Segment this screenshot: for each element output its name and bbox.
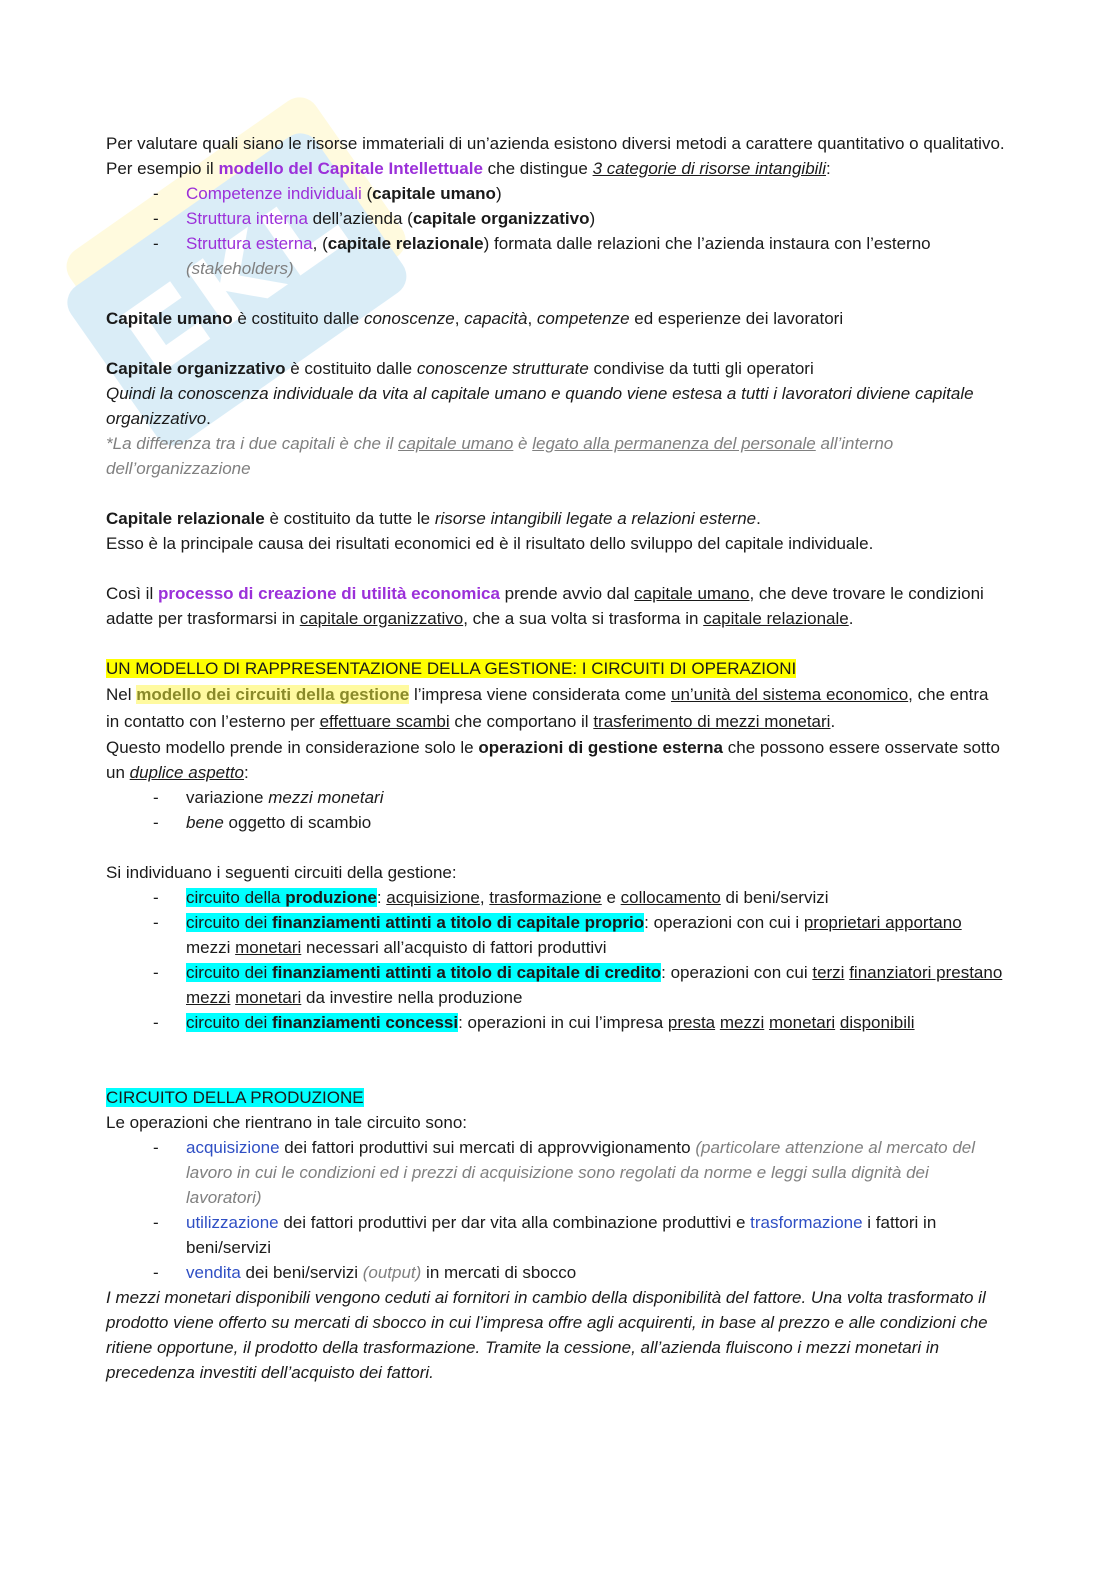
list-item	[106, 785, 1006, 810]
text: è costituito da tutte le	[264, 509, 435, 528]
text: e	[601, 888, 621, 907]
text: circuito dei	[186, 913, 272, 932]
text: circuito dei	[186, 963, 272, 982]
text: )	[495, 184, 502, 203]
text: )	[589, 209, 596, 228]
text: :	[825, 159, 831, 178]
circuiti-paragraph	[106, 681, 1006, 735]
text: ) formata dalle relazioni che l’azienda instaura con l’esterno	[483, 234, 931, 253]
text: circuito della	[186, 888, 286, 907]
text: vendita	[186, 1263, 241, 1282]
text: da investire nella produzione	[301, 988, 523, 1007]
text: trasformazione	[489, 888, 602, 907]
text: che possono essere osservate sotto un	[106, 738, 1000, 782]
text: capitale umano	[372, 184, 496, 203]
text: (particolare attenzione al mercato del lavoro in cui le condizioni ed i prezzi di acquisizione sono regolati da norme e leggi sulla dignità dei lavoratori)	[186, 1138, 976, 1207]
processo-paragraph	[106, 581, 1006, 631]
produzione-heading	[106, 1085, 1006, 1110]
text: , che a sua volta si trasforma in	[463, 609, 704, 628]
text: :	[244, 763, 249, 782]
list-item	[106, 1210, 1006, 1260]
text: :	[376, 888, 387, 907]
text: bene	[186, 813, 224, 832]
text: ,	[454, 309, 465, 328]
text: Struttura esterna	[186, 234, 313, 253]
circuiti-heading	[106, 656, 1006, 681]
text: , (	[312, 234, 328, 253]
text: capitale umano	[634, 584, 750, 603]
text: , che deve trovare le condizioni adatte per trasformarsi in	[106, 584, 984, 628]
text: proprietari apportano	[803, 913, 962, 932]
text: collocamento	[620, 888, 721, 907]
text: dei beni/servizi	[240, 1263, 363, 1282]
text: capitale organizzativo	[299, 609, 464, 628]
organizzativo-note	[106, 431, 1006, 481]
text: mezzi monetari	[268, 788, 384, 807]
text: è costituito dalle	[232, 309, 364, 328]
text: conoscenze strutturate	[416, 359, 589, 378]
text: i fattori in beni/servizi	[186, 1213, 937, 1257]
text: processo di creazione di utilità economica	[157, 584, 500, 603]
text: dei fattori produttivi sui mercati di approvvigionamento	[279, 1138, 696, 1157]
text: capitale organizzativo	[412, 209, 590, 228]
text: mezzi	[719, 1013, 765, 1032]
text: prende avvio dal	[499, 584, 635, 603]
capitale-umano-paragraph	[106, 306, 1006, 331]
list-item	[106, 910, 1006, 960]
list-item	[106, 1260, 1006, 1285]
text: mezzi	[186, 938, 236, 957]
text: Così il	[106, 584, 158, 603]
text: che comportano il	[449, 712, 594, 731]
text: acquisizione	[386, 888, 480, 907]
text: dell’azienda (	[307, 209, 413, 228]
text: un’unità del sistema economico	[670, 685, 909, 704]
text: di beni/servizi	[720, 888, 829, 907]
list-item	[106, 885, 1006, 910]
text: capitale relazionale	[327, 234, 484, 253]
text: : operazioni con cui i	[644, 913, 804, 932]
text: modello dei circuiti della gestione	[136, 685, 410, 704]
text: circuito dei	[186, 1013, 272, 1032]
list-item	[106, 231, 1006, 281]
text: finanziamenti attinti a titolo di capitale proprio	[271, 913, 645, 932]
organizzativo-explanation	[106, 381, 1006, 431]
text: Quindi la conoscenza individuale da vita al capitale umano e quando viene estesa a tutti i lavoratori diviene capitale organizzativo	[106, 384, 974, 428]
intro-paragraph	[106, 131, 1006, 181]
text: acquisizione	[186, 1138, 280, 1157]
text: capacità	[464, 309, 528, 328]
text: trasferimento di mezzi monetari	[593, 712, 831, 731]
text: oggetto di scambio	[223, 813, 372, 832]
document-body	[106, 131, 1006, 1385]
categories-term: 3 categorie di risorse intangibili	[592, 159, 826, 178]
text: ed esperienze dei lavoratori	[629, 309, 844, 328]
circuiti-paragraph-2	[106, 735, 1006, 785]
text: Capitale relazionale	[106, 509, 265, 528]
relazionale-explanation: Esso è la principale causa dei risultati economici ed è il risultato dello sviluppo del capitale individuale.	[106, 534, 874, 553]
text: monetari	[235, 938, 302, 957]
text: finanziamenti concessi	[271, 1013, 459, 1032]
text: dei fattori produttivi per dar vita alla combinazione produttivi e	[278, 1213, 751, 1232]
text: legato alla permanenza del personale	[532, 434, 816, 453]
text: Competenze individuali	[186, 184, 362, 203]
text: capitale umano	[398, 434, 514, 453]
capitale-relazionale-paragraph	[106, 506, 1006, 531]
text: che distingue	[482, 159, 593, 178]
produzione-intro: Le operazioni che rientrano in tale circuito sono:	[106, 1113, 467, 1132]
text: finanziatori prestano	[849, 963, 1003, 982]
text: condivise da tutti gli operatori	[588, 359, 814, 378]
text: Nel	[106, 685, 137, 704]
text: (output)	[362, 1263, 422, 1282]
text: in mercati di sbocco	[421, 1263, 577, 1282]
circuiti-list	[106, 885, 1006, 1035]
text: necessari all’acquisto di fattori produttivi	[301, 938, 607, 957]
text: mezzi	[186, 988, 231, 1007]
text: UN MODELLO DI RAPPRESENTAZIONE DELLA GESTIONE: I CIRCUITI DI OPERAZIONI	[106, 659, 797, 678]
text: è	[513, 434, 533, 453]
text: (stakeholders)	[186, 259, 294, 278]
list-item	[106, 1135, 1006, 1210]
text: competenze	[536, 309, 630, 328]
text: ,	[479, 888, 490, 907]
text: : operazioni in cui l’impresa	[458, 1013, 668, 1032]
text: monetari	[769, 1013, 836, 1032]
text: Questo modello prende in considerazione solo le	[106, 738, 479, 757]
model-term: modello del Capitale Intellettuale	[218, 159, 483, 178]
produzione-closing: I mezzi monetari disponibili vengono ceduti ai fornitori in cambio della disponibilità del fattore. Una volta trasformato il prodotto viene offerto su mercati di sbocco in cui l’impresa offre agli acquirenti, in base al prezzo e alle condizioni che ritiene opportune, il prodotto della trasformazione. Tramite la cessione, all’azienda fluiscono i mezzi monetari in precedenza investiti dell’acquisto dei fattori.	[106, 1288, 988, 1382]
text: capitale relazionale	[703, 609, 849, 628]
text: duplice aspetto	[129, 763, 245, 782]
text: Per valutare quali siano le risorse immateriali di un’azienda esistono diversi metodi a carattere quantitativo o qualitativo. Per esempio il	[106, 134, 1005, 178]
text: è costituito dalle	[285, 359, 417, 378]
text: effettuare scambi	[319, 712, 450, 731]
text: all’interno dell’organizzazione	[106, 434, 894, 478]
list-item	[106, 960, 1006, 1010]
text: trasformazione	[750, 1213, 863, 1232]
text: ,	[527, 309, 537, 328]
text: finanziamenti attinti a titolo di capitale di credito	[271, 963, 662, 982]
text: conoscenze	[363, 309, 455, 328]
list-item	[106, 1010, 1006, 1035]
text: monetari	[235, 988, 302, 1007]
list-item	[106, 181, 1006, 206]
list-item	[106, 206, 1006, 231]
produzione-list	[106, 1135, 1006, 1285]
text: terzi	[812, 963, 845, 982]
text: utilizzazione	[186, 1213, 279, 1232]
text: , che entra in contatto con l’esterno per	[106, 685, 989, 731]
text: l’impresa viene considerata come	[409, 685, 671, 704]
list-item	[106, 810, 1006, 835]
text: *La differenza tra i due capitali è che il	[106, 434, 399, 453]
text: produzione	[285, 888, 377, 907]
text: presta	[667, 1013, 716, 1032]
text: risorse intangibili legate a relazioni esterne	[434, 509, 757, 528]
text: disponibili	[839, 1013, 915, 1032]
text: (	[361, 184, 373, 203]
text: .	[206, 409, 211, 428]
capitale-organizzativo-paragraph	[106, 356, 1006, 381]
text: Struttura interna	[186, 209, 308, 228]
text: .	[756, 509, 761, 528]
text: Capitale organizzativo	[106, 359, 286, 378]
text: Capitale umano	[106, 309, 233, 328]
text: operazioni di gestione esterna	[478, 738, 724, 757]
text: : operazioni con cui	[661, 963, 813, 982]
text: variazione	[186, 788, 269, 807]
circuiti-list-intro: Si individuano i seguenti circuiti della gestione:	[106, 863, 457, 882]
text: .	[830, 712, 836, 731]
categories-list	[106, 181, 1006, 281]
text: .	[848, 609, 854, 628]
aspetti-list	[106, 785, 1006, 835]
text: CIRCUITO DELLA PRODUZIONE	[106, 1088, 364, 1107]
